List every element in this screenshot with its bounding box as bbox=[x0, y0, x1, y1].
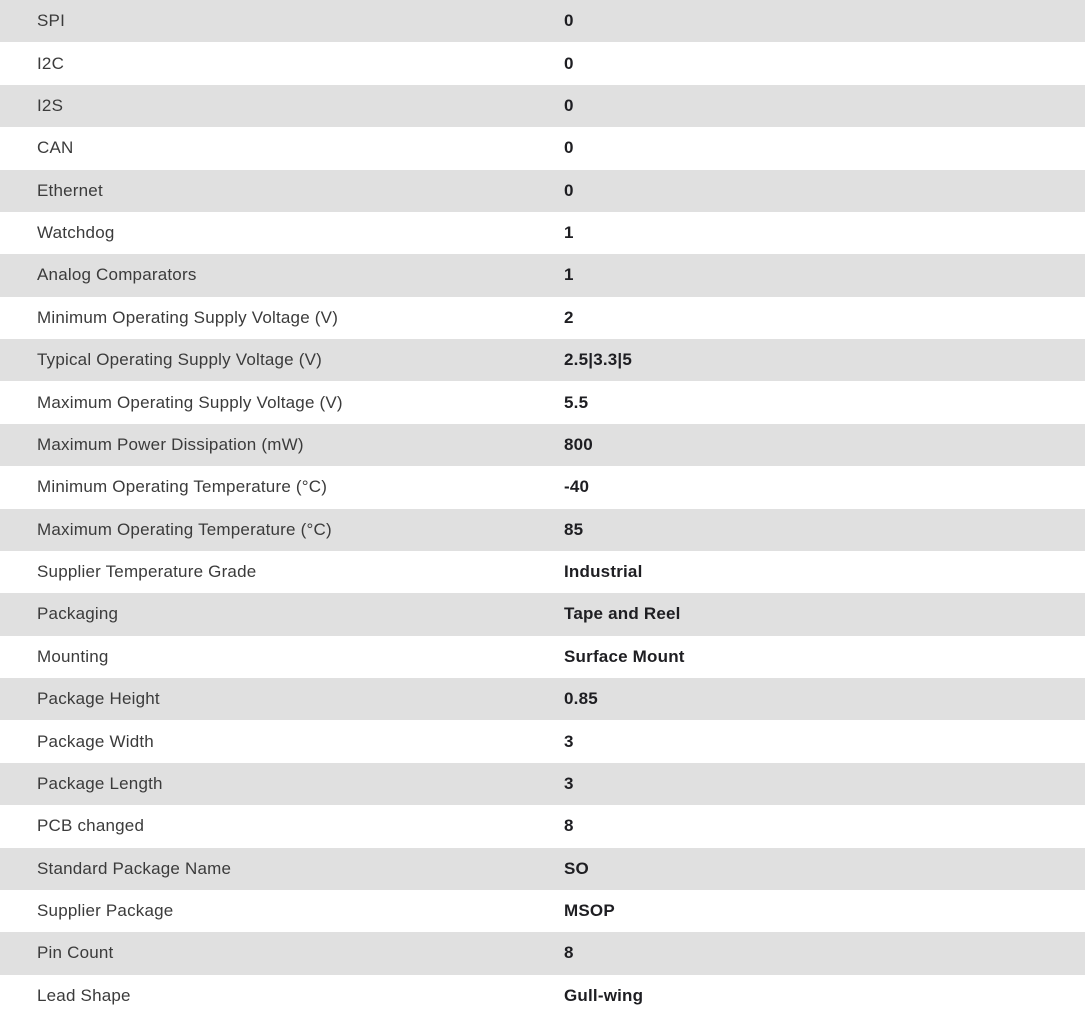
spec-label: Mounting bbox=[37, 646, 109, 666]
spec-label: Minimum Operating Temperature (°C) bbox=[37, 477, 328, 497]
spec-label: I2C bbox=[37, 53, 65, 73]
spec-value: 1 bbox=[564, 265, 574, 285]
spec-label: Maximum Operating Temperature (°C) bbox=[37, 519, 332, 539]
spec-value: 0 bbox=[564, 95, 574, 115]
spec-label: Maximum Power Dissipation (mW) bbox=[37, 434, 304, 454]
spec-label: Typical Operating Supply Voltage (V) bbox=[37, 350, 323, 370]
table-row bbox=[0, 212, 1085, 254]
spec-label: SPI bbox=[37, 11, 66, 31]
table-row bbox=[0, 678, 1085, 720]
spec-label: Analog Comparators bbox=[37, 265, 197, 285]
spec-value: 2.5|3.3|5 bbox=[564, 350, 633, 370]
spec-value: 0.85 bbox=[564, 689, 598, 709]
table-row bbox=[0, 975, 1085, 1017]
table-row bbox=[0, 720, 1085, 762]
table-row bbox=[0, 254, 1085, 296]
table-row bbox=[0, 636, 1085, 678]
spec-value: Industrial bbox=[564, 562, 643, 582]
spec-value: Surface Mount bbox=[564, 646, 685, 666]
spec-value: 8 bbox=[564, 816, 574, 836]
spec-label: Lead Shape bbox=[37, 985, 131, 1005]
table-row bbox=[0, 848, 1085, 890]
spec-label: Pin Count bbox=[37, 943, 114, 963]
spec-value: 0 bbox=[564, 138, 574, 158]
spec-label: Supplier Package bbox=[37, 901, 174, 921]
spec-value: 8 bbox=[564, 943, 574, 963]
table-row bbox=[0, 127, 1085, 169]
table-row bbox=[0, 381, 1085, 423]
table-row bbox=[0, 890, 1085, 932]
table-row bbox=[0, 593, 1085, 635]
table-row bbox=[0, 85, 1085, 127]
spec-value: 85 bbox=[564, 519, 584, 539]
table-row bbox=[0, 551, 1085, 593]
table-row bbox=[0, 424, 1085, 466]
spec-value: 800 bbox=[564, 434, 593, 454]
table-row bbox=[0, 805, 1085, 847]
spec-label: Standard Package Name bbox=[37, 858, 232, 878]
table-row bbox=[0, 763, 1085, 805]
spec-label: Watchdog bbox=[37, 223, 115, 243]
spec-label: CAN bbox=[37, 138, 74, 158]
table-row bbox=[0, 0, 1085, 42]
spec-label: Maximum Operating Supply Voltage (V) bbox=[37, 392, 343, 412]
spec-value: -40 bbox=[564, 477, 590, 497]
table-row bbox=[0, 509, 1085, 551]
spec-label: Ethernet bbox=[37, 180, 103, 200]
spec-label: Package Height bbox=[37, 689, 160, 709]
spec-label: Packaging bbox=[37, 604, 119, 624]
table-row bbox=[0, 932, 1085, 974]
spec-label: Supplier Temperature Grade bbox=[37, 562, 257, 582]
spec-value: Gull-wing bbox=[564, 985, 644, 1005]
spec-value: 0 bbox=[564, 11, 574, 31]
spec-value: 1 bbox=[564, 223, 574, 243]
spec-label: PCB changed bbox=[37, 816, 145, 836]
table-row bbox=[0, 170, 1085, 212]
spec-label: Minimum Operating Supply Voltage (V) bbox=[37, 307, 339, 327]
spec-value: 0 bbox=[564, 180, 574, 200]
spec-value: SO bbox=[564, 858, 589, 878]
spec-value: 3 bbox=[564, 773, 574, 793]
table-row bbox=[0, 339, 1085, 381]
table-row bbox=[0, 466, 1085, 508]
spec-value: MSOP bbox=[564, 901, 615, 921]
spec-label: Package Length bbox=[37, 773, 163, 793]
table-row bbox=[0, 42, 1085, 84]
spec-value: 2 bbox=[564, 307, 574, 327]
spec-value: 3 bbox=[564, 731, 574, 751]
spec-value: 5.5 bbox=[564, 392, 589, 412]
spec-value: 0 bbox=[564, 53, 574, 73]
spec-value: Tape and Reel bbox=[564, 604, 681, 624]
table-row bbox=[0, 297, 1085, 339]
spec-label: Package Width bbox=[37, 731, 154, 751]
spec-label: I2S bbox=[37, 95, 64, 115]
